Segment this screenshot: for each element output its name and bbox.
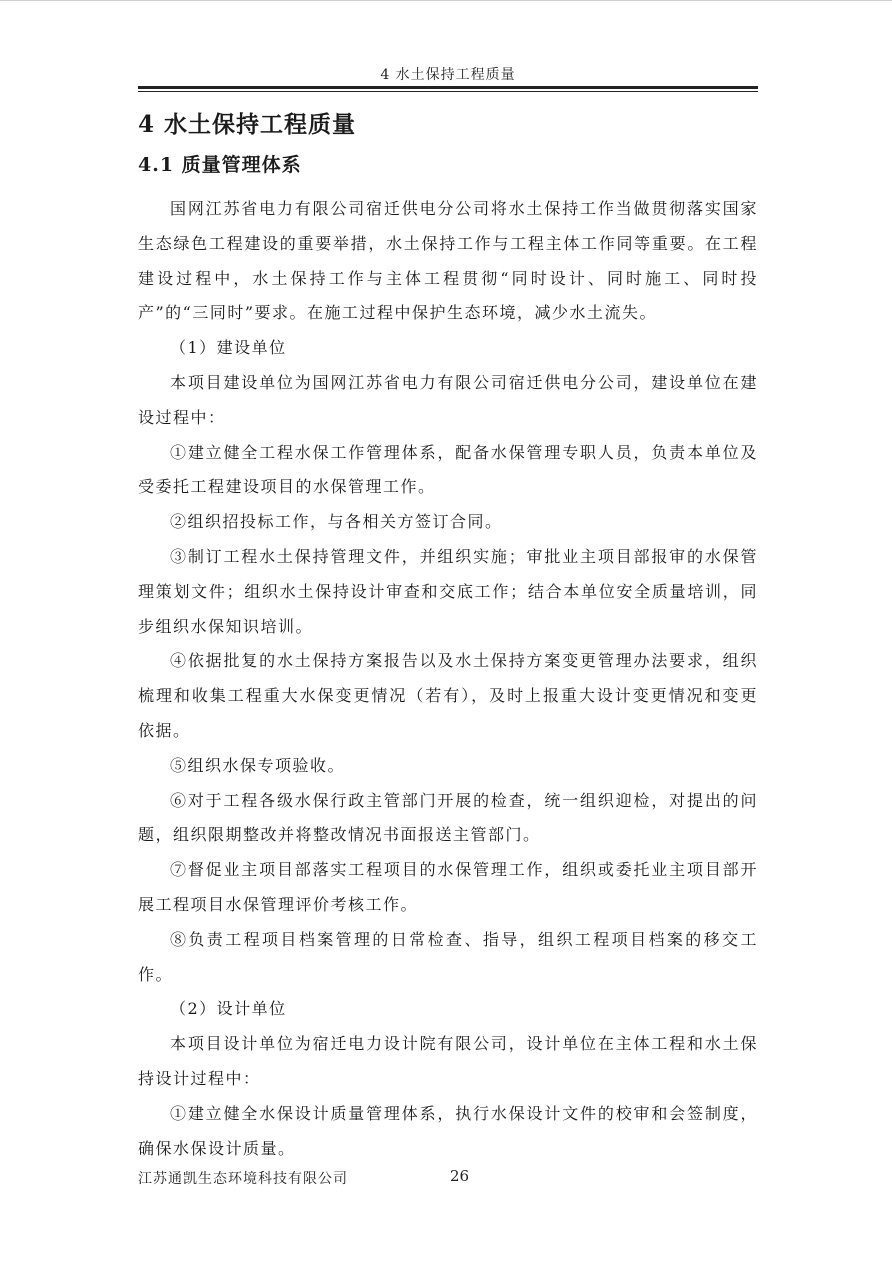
paragraph-construction-unit: 本项目建设单位为国网江苏省电力有限公司宿迁供电分公司，建设单位在建设过程中： <box>138 372 758 427</box>
footer-company: 江苏通凯生态环境科技有限公司 <box>138 1171 348 1187</box>
page-top-border <box>0 0 892 1</box>
list-item-1: ①建立健全工程水保工作管理体系，配备水保管理专职人员，负责本单位及受委托工程建设项目的水保管理工作。 <box>138 442 758 497</box>
page-number: 26 <box>450 1167 470 1185</box>
list-item-7: ⑦督促业主项目部落实工程项目的水保管理工作，组织或委托业主项目部开展工程项目水保管理评价考核工作。 <box>138 860 758 914</box>
running-header: 4 水土保持工程质量 <box>380 67 516 83</box>
paragraph-design-unit: 本项目设计单位为宿迁电力设计院有限公司，设计单位在主体工程和水土保持设计过程中： <box>138 1034 758 1088</box>
list-item-5: ⑤组织水保专项验收。 <box>170 755 346 775</box>
list-item-4: ④依据批复的水土保持方案报告以及水土保持方案变更管理办法要求，组织梳理和收集工程重大水保变更情况（若有），及时上报重大设计变更情况和变更依据。 <box>138 651 758 740</box>
header-rule-thin <box>138 91 758 92</box>
header-rule-thick <box>138 86 758 89</box>
list-item-6: ⑥对于工程各级水保行政主管部门开展的检查，统一组织迎检，对提出的问题，组织限期整改并将整改情况书面报送主管部门。 <box>138 790 758 845</box>
paragraph-intro: 国网江苏省电力有限公司宿迁供电分公司将水土保持工作当做贯彻落实国家生态绿色工程建设的重要举措，水土保持工作与工程主体工作同等重要。在工程建设过程中，水土保持工作与主体工程贯彻“同时设计、同时施工、同时投产”的“三同时”要求。在施工过程中保护生态环境，减少水土流失。 <box>138 199 758 323</box>
subheading-design-unit: （2）设计单位 <box>170 999 287 1019</box>
list-item-3: ③制订工程水土保持管理文件，并组织实施；审批业主项目部报审的水保管理策划文件；组织水土保持设计审查和交底工作；结合本单位安全质量培训，同步组织水保知识培训。 <box>138 546 758 636</box>
list-item-8: ⑧负责工程项目档案管理的日常检查、指导，组织工程项目档案的移交工作。 <box>138 929 758 984</box>
section-title: 4 水土保持工程质量 <box>138 111 357 138</box>
page-content <box>138 106 758 1166</box>
design-list-item-1: ①建立健全水保设计质量管理体系，执行水保设计文件的校审和会签制度，确保水保设计质量。 <box>138 1103 758 1158</box>
list-item-2: ②组织招投标工作，与各相关方签订合同。 <box>170 512 503 532</box>
subsection-title: 4.1 质量管理体系 <box>138 154 302 176</box>
subheading-construction-unit: （1）建设单位 <box>170 338 287 358</box>
